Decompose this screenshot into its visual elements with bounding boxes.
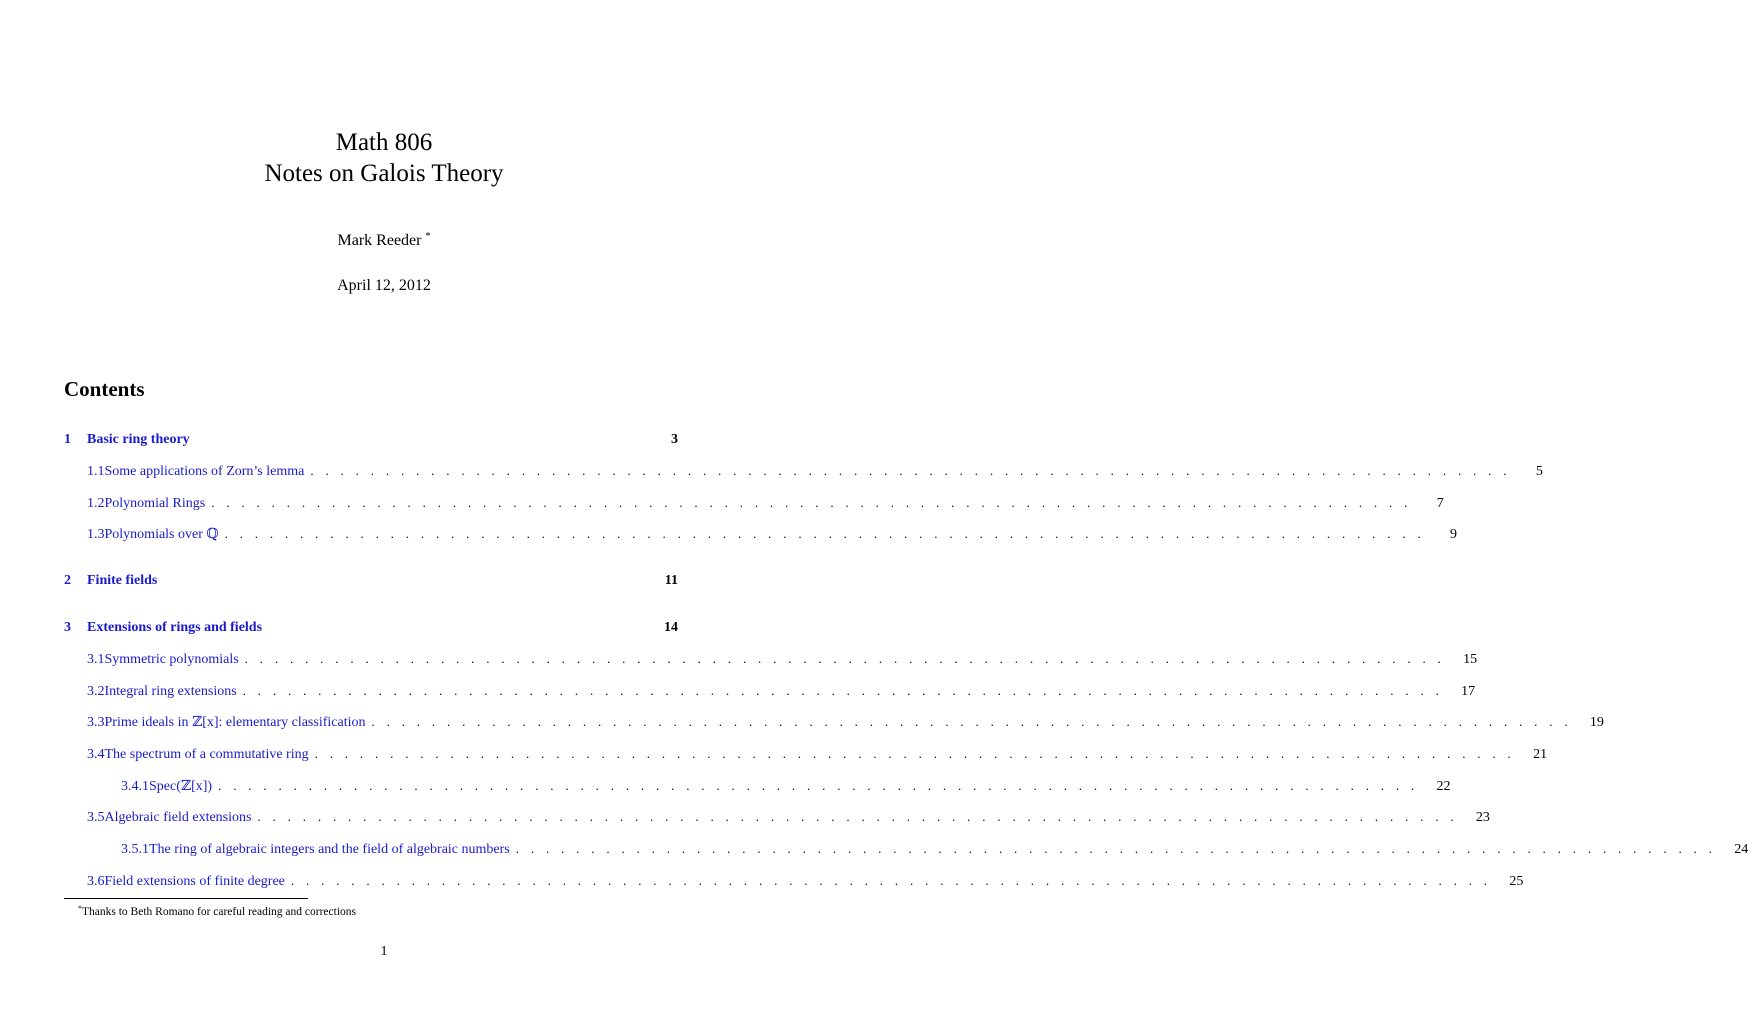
toc-leader-dots: . . . . . . . . . . . . . . . . . . . . . . . . . . . . . . . . . . . . . . . . . . . . . . . . . . . . . . . . . . . . . . . . . . . . . . . . . . . . . . . .: [242, 683, 1444, 698]
contents-heading: Contents: [64, 377, 145, 401]
toc-entry-number[interactable]: 1.2: [87, 496, 105, 511]
toc-subsection-entry[interactable]: [64, 523, 1458, 545]
toc-leader-dots: . . . . . . . . . . . . . . . . . . . . . . . . . . . . . . . . . . . . . . . . . . . . . . . . . . . . . . . . . . . . . . . . . . . . . . . . . . . . . . . .: [244, 651, 1446, 666]
toc-subsection-entry[interactable]: [64, 460, 1543, 482]
toc-page-number: 11: [664, 573, 678, 588]
toc-page-number: 21: [1533, 747, 1548, 762]
author-line: [0, 227, 768, 251]
toc-page-number: 22: [1436, 779, 1451, 794]
toc-entry-title-link[interactable]: Polynomial Rings: [104, 496, 206, 511]
toc-leader-dots: . . . . . . . . . . . . . . . . . . . . . . . . . . . . . . . . . . . . . . . . . . . . . . . . . . . . . . . . . . . . . . . . . . . . . . . . . . . . . . . .: [310, 463, 1511, 478]
document-date: April 12, 2012: [337, 277, 431, 294]
toc-entry-number[interactable]: 3.4: [87, 747, 105, 762]
toc-entry-number[interactable]: 3.1: [87, 652, 105, 667]
document-title: Notes on Galois Theory: [264, 160, 504, 187]
toc-entry-number[interactable]: 1: [64, 432, 71, 447]
toc-leader-dots: . . . . . . . . . . . . . . . . . . . . . . . . . . . . . . . . . . . . . . . . . . . . . . . . . . . . . . . . . . . . . . . . . . . . . . . . . . . . . . . .: [218, 778, 1419, 793]
toc-entry-number[interactable]: 3.5.1: [121, 842, 149, 857]
author-name: Mark Reeder: [337, 232, 422, 249]
footnote-mark: *: [78, 904, 82, 913]
toc-entry-title-link[interactable]: Prime ideals in ℤ[x]: elementary classification: [104, 715, 366, 730]
toc-entry-title-link[interactable]: Polynomials over ℚ: [104, 527, 219, 542]
toc-subsection-entry[interactable]: [64, 870, 1524, 892]
toc-entry-number[interactable]: 3.4.1: [121, 779, 149, 794]
toc-leader-dots: . . . . . . . . . . . . . . . . . . . . . . . . . . . . . . . . . . . . . . . . . . . . . . . . . . . . . . . . . . . . . . . . . . . . . . . . . . . . . . . .: [211, 495, 1412, 510]
toc-subsection-entry[interactable]: [64, 711, 1604, 733]
toc-subsection-entry[interactable]: [64, 838, 1748, 860]
toc-subsection-entry[interactable]: [64, 775, 1451, 797]
toc-entry-title-link[interactable]: Symmetric polynomials: [104, 652, 239, 667]
toc-subsection-entry[interactable]: [64, 648, 1478, 670]
toc-entry-title-link[interactable]: The ring of algebraic integers and the field of algebraic numbers: [149, 842, 510, 857]
toc-section-entry[interactable]: [64, 429, 678, 451]
toc-entry-number[interactable]: 3: [64, 620, 71, 635]
toc-entry-title-link[interactable]: Some applications of Zorn’s lemma: [104, 464, 305, 479]
toc-entry-title-link[interactable]: Integral ring extensions: [104, 684, 237, 699]
toc-leader-dots: . . . . . . . . . . . . . . . . . . . . . . . . . . . . . . . . . . . . . . . . . . . . . . . . . . . . . . . . . . . . . . . . . . . . . . . . . . . . . . . .: [224, 526, 1426, 541]
toc-subsection-entry[interactable]: [64, 680, 1476, 702]
footnote: [78, 901, 356, 920]
toc-page-number: 9: [1450, 527, 1458, 542]
toc-section-entry[interactable]: [64, 617, 678, 639]
toc-entry-number[interactable]: 3.3: [87, 715, 105, 730]
toc-entry-number[interactable]: 3.2: [87, 684, 105, 699]
author-footnote-mark[interactable]: *: [425, 231, 431, 242]
toc-page-number: 17: [1461, 684, 1476, 699]
toc-section-entry[interactable]: [64, 570, 678, 592]
toc-entry-title-link[interactable]: Spec(ℤ[x]): [149, 779, 213, 794]
toc-entry-title-link[interactable]: Extensions of rings and fields: [87, 620, 263, 635]
toc-leader-dots: . . . . . . . . . . . . . . . . . . . . . . . . . . . . . . . . . . . . . . . . . . . . . . . . . . . . . . . . . . . . . . . . . . . . . . . . . . . . . . . .: [257, 809, 1458, 824]
toc-subsection-entry[interactable]: [64, 492, 1444, 514]
toc-page-number: 5: [1535, 464, 1543, 479]
toc-entry-number[interactable]: 1.3: [87, 527, 105, 542]
page-number: 1: [380, 944, 388, 959]
toc-page-number: 25: [1509, 874, 1524, 889]
toc-entry-title-link[interactable]: Field extensions of finite degree: [104, 874, 285, 889]
toc-entry-title-link[interactable]: Algebraic field extensions: [104, 810, 252, 825]
toc-entry-number[interactable]: 1.1: [87, 464, 105, 479]
footnote-rule: [64, 898, 308, 899]
toc-entry-number[interactable]: 3.5: [87, 810, 105, 825]
toc-page-number: 15: [1463, 652, 1478, 667]
toc-entry-number[interactable]: 2: [64, 573, 71, 588]
toc-page-number: 24: [1734, 842, 1748, 857]
toc-entry-title-link[interactable]: The spectrum of a commutative ring: [104, 747, 309, 762]
toc-page-number: 3: [671, 432, 678, 447]
toc-page-number: 23: [1475, 810, 1490, 825]
toc-subsection-entry[interactable]: [64, 743, 1548, 765]
toc-page-number: 7: [1436, 496, 1444, 511]
toc-leader-dots: . . . . . . . . . . . . . . . . . . . . . . . . . . . . . . . . . . . . . . . . . . . . . . . . . . . . . . . . . . . . . . . . . . . . . . . . . . . . . . . .: [515, 841, 1717, 856]
toc-entry-title-link[interactable]: Basic ring theory: [87, 432, 190, 447]
toc-entry-title-link[interactable]: Finite fields: [87, 573, 158, 588]
toc-page-number: 19: [1589, 715, 1604, 730]
toc-leader-dots: . . . . . . . . . . . . . . . . . . . . . . . . . . . . . . . . . . . . . . . . . . . . . . . . . . . . . . . . . . . . . . . . . . . . . . . . . . . . . . . .: [371, 714, 1572, 729]
toc-page-number: 14: [664, 620, 678, 635]
course-title: Math 806: [335, 129, 433, 156]
toc-subsection-entry[interactable]: [64, 806, 1490, 828]
toc-entry-number[interactable]: 3.6: [87, 874, 105, 889]
toc-leader-dots: . . . . . . . . . . . . . . . . . . . . . . . . . . . . . . . . . . . . . . . . . . . . . . . . . . . . . . . . . . . . . . . . . . . . . . . . . . . . . . . .: [290, 873, 1492, 888]
footnote-text: Thanks to Beth Romano for careful reading and corrections: [82, 906, 356, 918]
toc-leader-dots: . . . . . . . . . . . . . . . . . . . . . . . . . . . . . . . . . . . . . . . . . . . . . . . . . . . . . . . . . . . . . . . . . . . . . . . . . . . . . . . .: [314, 746, 1516, 761]
